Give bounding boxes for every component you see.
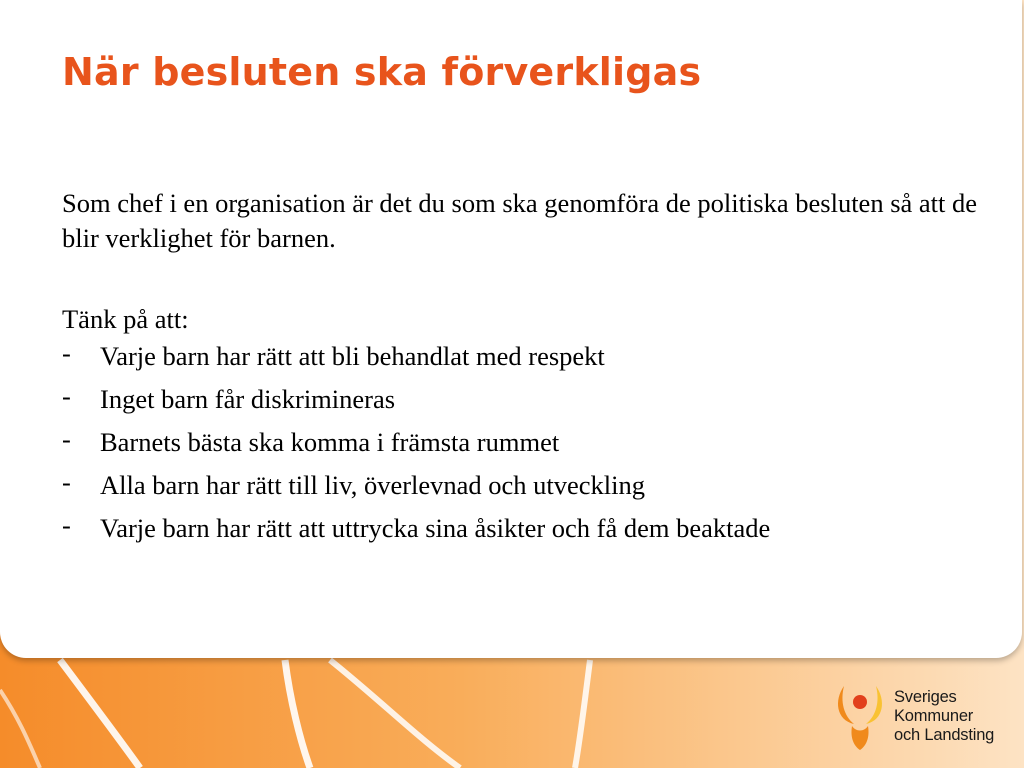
bullet-dash: - — [62, 338, 71, 368]
list-item — [62, 382, 992, 425]
bullet-dash: - — [62, 510, 71, 540]
logo-line-2: Kommuner — [894, 707, 974, 725]
logo-text — [894, 688, 994, 745]
skl-figure-icon — [830, 680, 890, 752]
logo-line-1: Sveriges — [894, 688, 957, 706]
list-item-text: Inget barn får diskrimineras — [100, 384, 396, 414]
list-item — [62, 425, 992, 468]
lead-text: Tänk på att: — [62, 304, 189, 334]
list-item — [62, 511, 992, 554]
bullet-dash: - — [62, 424, 71, 454]
list-item — [62, 468, 992, 511]
bullet-list — [62, 339, 992, 554]
list-item-text: Varje barn har rätt att bli behandlat med respekt — [100, 341, 605, 371]
list-item — [62, 339, 992, 382]
list-item-text: Barnets bästa ska komma i främsta rummet — [100, 427, 560, 457]
slide-body — [62, 186, 992, 554]
bullet-dash: - — [62, 381, 71, 411]
slide-title: När besluten ska förverkligas — [62, 50, 702, 94]
intro-paragraph: Som chef i en organisation är det du som ska genomföra de politiska besluten så att de blir verklighet för barnen. — [62, 188, 978, 253]
bullet-dash: - — [62, 467, 71, 497]
logo-line-3: och Landsting — [894, 726, 995, 744]
list-item-text: Alla barn har rätt till liv, överlevnad och utveckling — [100, 470, 646, 500]
list-item-text: Varje barn har rätt att uttrycka sina åsikter och få dem beaktade — [100, 513, 771, 543]
skl-logo — [830, 680, 1010, 752]
